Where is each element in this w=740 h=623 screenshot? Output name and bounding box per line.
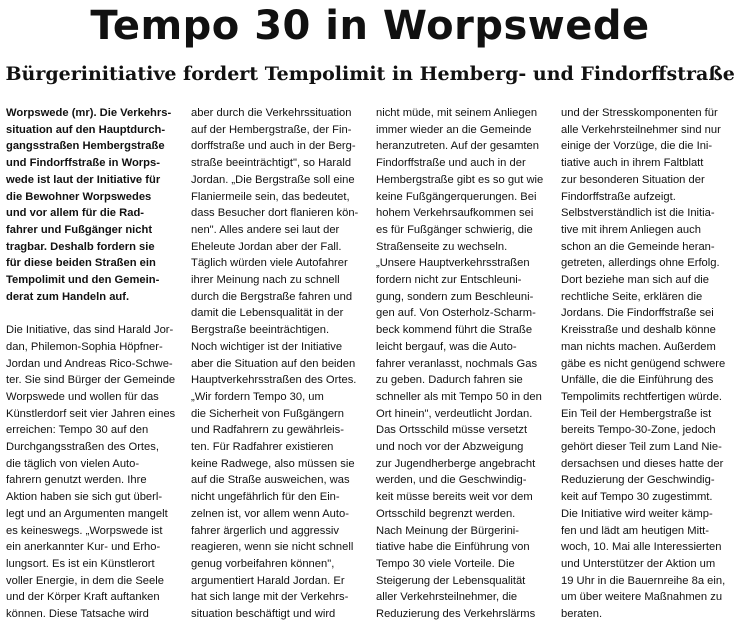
body-text-line: Nach Meinung der Bürgerini- (376, 524, 520, 537)
body-text-line: Tempo 30 viele Vorteile. Die (376, 557, 515, 570)
lead-paragraph-line: und Findorffstraße in Worps- (6, 157, 160, 170)
body-text-line: die täglich von vielen Auto- (6, 457, 140, 470)
body-text-line: die Sicherheit von Fußgängern (191, 407, 344, 420)
body-text-line: Bergstraße beeinträchtigen. (191, 324, 330, 337)
body-text-line: Steigerung der Lebensqualität (376, 574, 526, 587)
body-text-line: zu geben. Dadurch fahren sie (376, 374, 523, 387)
body-text-line: hohem Verkehrsaufkommen sei (376, 207, 534, 220)
body-text-line: Straßenseite zu wechseln. (376, 240, 508, 253)
lead-paragraph-line: fahrer und Fußgänger nicht (6, 223, 153, 236)
body-text-line: straße beeinträchtigt", so Harald (191, 157, 352, 170)
body-text-line: dorffstraße und auch in der Berg- (191, 140, 356, 153)
lead-paragraph-line: und vor allem für die Rad- (6, 207, 144, 220)
body-text-line: tive mit ihrem Anliegen auch (561, 223, 701, 236)
body-text-line: Selbstverständlich ist die Initia- (561, 207, 715, 220)
body-text-line: nicht müde, mit seinem Anliegen (376, 107, 538, 119)
body-text-line: leicht bergauf, was die Auto- (376, 340, 517, 353)
body-text-line: erreichen: Tempo 30 auf den (6, 424, 149, 437)
body-text-line: „Unsere Hauptverkehrsstraßen (376, 257, 530, 270)
body-text-line: zur besonderen Situation der (561, 173, 705, 186)
body-text-line: argumentiert Harald Jordan. Er (191, 574, 345, 587)
body-text-line: rechtliche Seite, erklären die (561, 290, 703, 303)
body-text-line: dersachsen und dieses hatte der (561, 457, 724, 470)
body-text-line: Findorffstraße aufzeigt. (561, 190, 676, 203)
body-text-line: alle Verkehrsteilnehmer sind nur (561, 123, 721, 136)
body-text-line: ihrer Meinung nach zu schnell (191, 274, 340, 287)
body-text-line: Jordans. Die Findorffstraße sei (561, 307, 714, 320)
body-text-line: gung, sondern zum Beschleuni- (376, 290, 534, 303)
text-column-2 (191, 105, 368, 621)
body-text-line: schon an die Gemeinde heran- (561, 240, 715, 253)
body-text-line: fen und lädt am heutigen Mitt- (561, 524, 710, 537)
body-text-line: tiative habe die Einführung von (376, 541, 530, 554)
body-text-line: man nichts machen. Außerdem (561, 340, 716, 353)
text-column-4 (561, 105, 738, 621)
body-text-line: und der Stresskomponenten für (561, 107, 718, 119)
body-text-line: lungsort. Es ist ein Künstlerort (6, 557, 155, 570)
body-text-line: damit die Lebensqualität in der (191, 307, 344, 320)
body-text-line: keine Fußgängerquerungen. Bei (376, 190, 537, 203)
body-text-line: voller Energie, in dem die Seele (6, 574, 164, 587)
body-text-line: woch, 10. Mai alle Interessierten (561, 541, 722, 554)
article-subheadline: Bürgerinitiative fordert Tempolimit in Hemberg- und Findorffstraße (5, 63, 735, 85)
body-text-line: Tempolimits rechtfertigen würde. (561, 390, 723, 403)
body-text-line: legt und an Argumenten mangelt (6, 507, 168, 520)
body-text-line: Das Ortsschild müsse versetzt (376, 424, 528, 437)
body-text-line: um über weitere Maßnahmen zu (561, 591, 723, 604)
lead-paragraph-line: die Bewohner Worpswedes (6, 190, 152, 203)
lead-paragraph-line: Tempolimit und den Gemein- (6, 274, 160, 287)
body-text-line: es keineswegs. „Worpswede ist (6, 524, 163, 537)
body-text-line: Reduzierung der Geschwindig- (561, 474, 715, 487)
body-text-line: Noch wichtiger ist der Initiative (191, 340, 343, 353)
body-text-line: ein anerkannter Kur- und Erho- (6, 541, 161, 554)
body-text-line: fordern nicht zur Entschleuni- (376, 274, 522, 287)
body-text-line: Jordan. „Die Bergstraße soll eine (191, 173, 355, 186)
body-text-line: reagieren, wenn sie nicht schnell (191, 541, 354, 554)
body-text-line: Dort beziehe man sich auf die (561, 274, 710, 287)
body-text-line: fahrer veranlasst, nochmals Gas (376, 357, 538, 370)
body-text-line: heranzutreten. Auf der gesamten (376, 140, 539, 153)
lead-paragraph-line: Worpswede (mr). Die Verkehrs- (6, 107, 172, 119)
body-text-line: Hembergstraße gibt es so gut wie (376, 173, 544, 186)
body-text-line: zur Jugendherberge angebracht (376, 457, 536, 470)
body-text-line: Findorffstraße und auch in der (376, 157, 526, 170)
body-text-line: Kreisstraße und deshalb könne (561, 324, 716, 337)
body-text-line: durch die Bergstraße fahren und (191, 290, 353, 303)
body-text-line: und der Körper Kraft auftanken (6, 591, 160, 604)
text-column-3 (376, 105, 553, 621)
body-text-line: situation beschäftigt und wird (191, 608, 336, 621)
body-text-line: auf der Hembergstraße, der Fin- (191, 123, 352, 136)
body-text-line: ter. Sie sind Bürger der Gemeinde (6, 374, 176, 387)
body-text-line: und noch vor der Abzweigung (376, 441, 524, 454)
body-text-line: „Wir fordern Tempo 30, um (191, 390, 324, 403)
body-text-line: dan, Philemon-Sophia Höpfner- (6, 340, 163, 353)
body-text-line: gehört dieser Teil zum Land Nie- (561, 441, 722, 454)
body-text-line: getreten, allerdings ohne Erfolg. (561, 257, 720, 270)
body-text-line: auf die Straße ausweichen, was (191, 474, 350, 487)
body-text-line: nicht ungefährlich für den Ein- (191, 491, 340, 504)
body-text-line: beck kommend führt die Straße (376, 324, 533, 337)
body-text-line: Täglich würden viele Autofahrer (191, 257, 348, 270)
body-text-line: Aktion haben sie sich gut überl- (6, 491, 163, 504)
body-text-line: Die Initiative, das sind Harald Jor- (6, 324, 174, 337)
body-text-line: nen". Alles andere sei laut der (191, 223, 340, 236)
body-text-line: genug vorbeifahren können", (191, 557, 335, 570)
lead-paragraph-line: gangsstraßen Hembergstraße (6, 140, 165, 153)
lead-paragraph-line: derat zum Handeln auf. (6, 290, 130, 303)
body-text-line: Flaniermeile sein, das bedeutet, (191, 190, 350, 203)
body-text-line: und Radfahrern zu gewährleis- (191, 424, 344, 437)
article-body (6, 105, 738, 621)
body-text-line: Ortsschild begrenzt werden. (376, 507, 516, 520)
article-headline: Tempo 30 in Worpswede (90, 3, 650, 49)
body-text-line: werden, und die Geschwindig- (376, 474, 527, 487)
body-text-line: Durchgangsstraßen des Ortes, (6, 441, 159, 454)
lead-paragraph-line: für diese beiden Straßen ein (6, 257, 156, 270)
body-text-line: fahrern genutzt werden. Ihre (6, 474, 147, 487)
body-text-line: gäbe es nicht genügend schwere (561, 357, 726, 370)
lead-paragraph-line: situation auf den Hauptdurch- (6, 123, 166, 136)
body-text-line: 19 Uhr in die Bauernreihe 8a ein, (561, 574, 726, 587)
body-text-line: Ort hinein", verdeutlicht Jordan. (376, 407, 533, 420)
lead-paragraph-line: tragbar. Deshalb fordern sie (6, 240, 155, 253)
body-text-line: immer wieder an die Gemeinde (376, 123, 532, 136)
body-text-line: keit auf Tempo 30 zugestimmt. (561, 491, 713, 504)
body-text-line: tiative auch in ihrem Faltblatt (561, 157, 704, 170)
body-text-line: fahrer ärgerlich und aggressiv (191, 524, 339, 537)
body-text-line: gen auf. Von Osterholz-Scharm- (376, 307, 536, 320)
body-text-line: und Unterstützer der Aktion um (561, 557, 716, 570)
lead-paragraph-line: wede ist laut der Initiative für (6, 173, 161, 186)
body-text-line: Ein Teil der Hembergstraße ist (561, 407, 712, 420)
body-text-line: aller Verkehrsteilnehmer, die (376, 591, 518, 604)
body-text-line: dass Besucher dort flanieren kön- (191, 207, 359, 220)
body-text-line: aber durch die Verkehrssituation (191, 107, 352, 119)
body-text-line: einige der Vorzüge, die die Ini- (561, 140, 713, 153)
body-text-line: Unfälle, die die Einführung des (561, 374, 714, 387)
body-text-line: es für Fußgänger schwierig, die (376, 223, 533, 236)
body-text-line: zelnen ist, vor allem wenn Auto- (191, 507, 349, 520)
body-text-line: schneller als mit Tempo 50 in den (376, 390, 542, 403)
body-text-line: Die Initiative wird weiter kämp- (561, 507, 713, 520)
text-column-1 (6, 105, 183, 621)
body-text-line: ten. Für Radfahrer existieren (191, 441, 334, 454)
body-text-line: beraten. (561, 608, 603, 621)
body-text-line: Reduzierung des Verkehrslärms (376, 608, 536, 621)
body-text-line: aber die Situation auf den beiden (191, 357, 356, 370)
body-text-line: können. Diese Tatsache wird (6, 608, 149, 621)
body-text-line: keine Radwege, also müssen sie (191, 457, 355, 470)
body-text-line: Worpswede und wollen für das (6, 390, 159, 403)
body-text-line: hat sich lange mit der Verkehrs- (191, 591, 349, 604)
body-text-line: keit müsse bereits weit vor dem (376, 491, 533, 504)
body-text-line: bereits Tempo-30-Zone, jedoch (561, 424, 716, 437)
body-text-line: Eheleute Jordan aber der Fall. (191, 240, 342, 253)
body-text-line: Hauptverkehrsstraßen des Ortes. (191, 374, 357, 387)
body-text-line: Künstlerdorf seit vier Jahren eines (6, 407, 176, 420)
paragraph-gap (6, 305, 183, 322)
body-text-line: Jordan und Andreas Rico-Schwe- (6, 357, 173, 370)
